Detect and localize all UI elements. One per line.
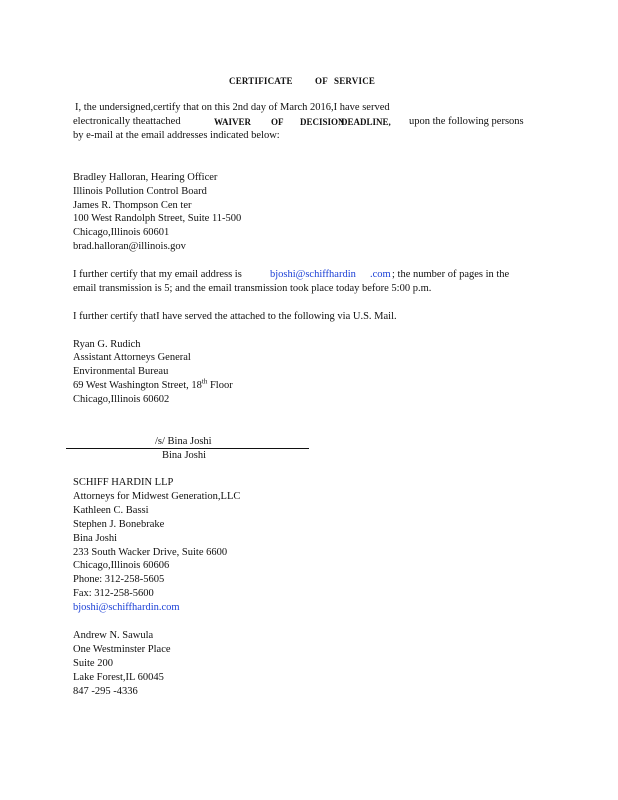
intro-line-2a: electronically theattached xyxy=(73,116,181,127)
recipient3-name: Andrew N. Sawula xyxy=(73,630,154,641)
recipient3-street: One Westminster Place xyxy=(73,644,171,655)
firm-phone: Phone: 312-258-5605 xyxy=(73,574,165,585)
intro-deadline: DEADLINE, xyxy=(341,117,391,127)
recipient2-title: Assistant Attorneys General xyxy=(73,352,191,363)
recipient2-city: Chicago,Illinois 60602 xyxy=(73,394,170,405)
intro-line-3: by e-mail at the email addresses indicated below: xyxy=(73,130,280,141)
firm-fax: Fax: 312-258-5600 xyxy=(73,588,154,599)
firm-attorneys-for: Attorneys for Midwest Generation,LLC xyxy=(73,491,241,502)
firm-email-link[interactable]: bjoshi@schiffhardin.com xyxy=(73,602,180,613)
firm-city: Chicago,Illinois 60606 xyxy=(73,560,170,571)
firm-attorney-2: Stephen J. Bonebrake xyxy=(73,519,165,530)
signature-name: Bina Joshi xyxy=(162,450,207,461)
signature-signed: /s/ Bina Joshi xyxy=(155,436,212,447)
recipient1-street: 100 West Randolph Street, Suite 11-500 xyxy=(73,213,242,224)
certify1-email-link-b[interactable]: .com xyxy=(370,269,391,280)
recipient2-street-sup: th xyxy=(201,377,208,386)
recipient3-suite: Suite 200 xyxy=(73,658,113,669)
title-service: SERVICE xyxy=(334,76,376,86)
recipient2-bureau: Environmental Bureau xyxy=(73,366,169,377)
title-certificate: CERTIFICATE xyxy=(229,76,293,86)
firm-street: 233 South Wacker Drive, Suite 6600 xyxy=(73,547,228,558)
intro-of: OF xyxy=(271,117,284,127)
title-of: OF xyxy=(315,76,328,86)
recipient1-org: Illinois Pollution Control Board xyxy=(73,186,207,197)
recipient2-street-floor: Floor xyxy=(207,380,233,391)
recipient1-city: Chicago,Illinois 60601 xyxy=(73,227,170,238)
recipient3-phone: 847 -295 -4336 xyxy=(73,686,138,697)
intro-decision: DECISION xyxy=(300,117,345,127)
intro-waiver: WAIVER xyxy=(214,117,252,127)
firm-name: SCHIFF HARDIN LLP xyxy=(73,477,174,488)
certify2-line: I further certify thatI have served the attached to the following via U.S. Mail. xyxy=(73,311,397,322)
recipient2-street xyxy=(73,379,233,393)
intro-line-2b: upon the following persons xyxy=(409,116,524,127)
certify1-line-1b: ; the number of pages in the xyxy=(392,269,510,280)
recipient2-street-main: 69 West Washington Street, 18 xyxy=(73,380,202,391)
recipient1-email: brad.halloran@illinois.gov xyxy=(73,241,186,252)
recipient3-city: Lake Forest,IL 60045 xyxy=(73,672,164,683)
firm-attorney-1: Kathleen C. Bassi xyxy=(73,505,149,516)
certify1-email-link-a[interactable]: bjoshi@schiffhardin xyxy=(270,269,356,280)
certify1-line-2: email transmission is 5; and the email transmission took place today before 5:00 p.m. xyxy=(73,283,432,294)
recipient2-name: Ryan G. Rudich xyxy=(73,339,141,350)
firm-attorney-3: Bina Joshi xyxy=(73,533,118,544)
certify1-line-1a: I further certify that my email address is xyxy=(73,269,242,280)
recipient1-building: James R. Thompson Cen ter xyxy=(73,200,192,211)
intro-line-1: I, the undersigned,certify that on this 2nd day of March 2016,I have served xyxy=(75,102,390,113)
recipient1-name: Bradley Halloran, Hearing Officer xyxy=(73,172,218,183)
